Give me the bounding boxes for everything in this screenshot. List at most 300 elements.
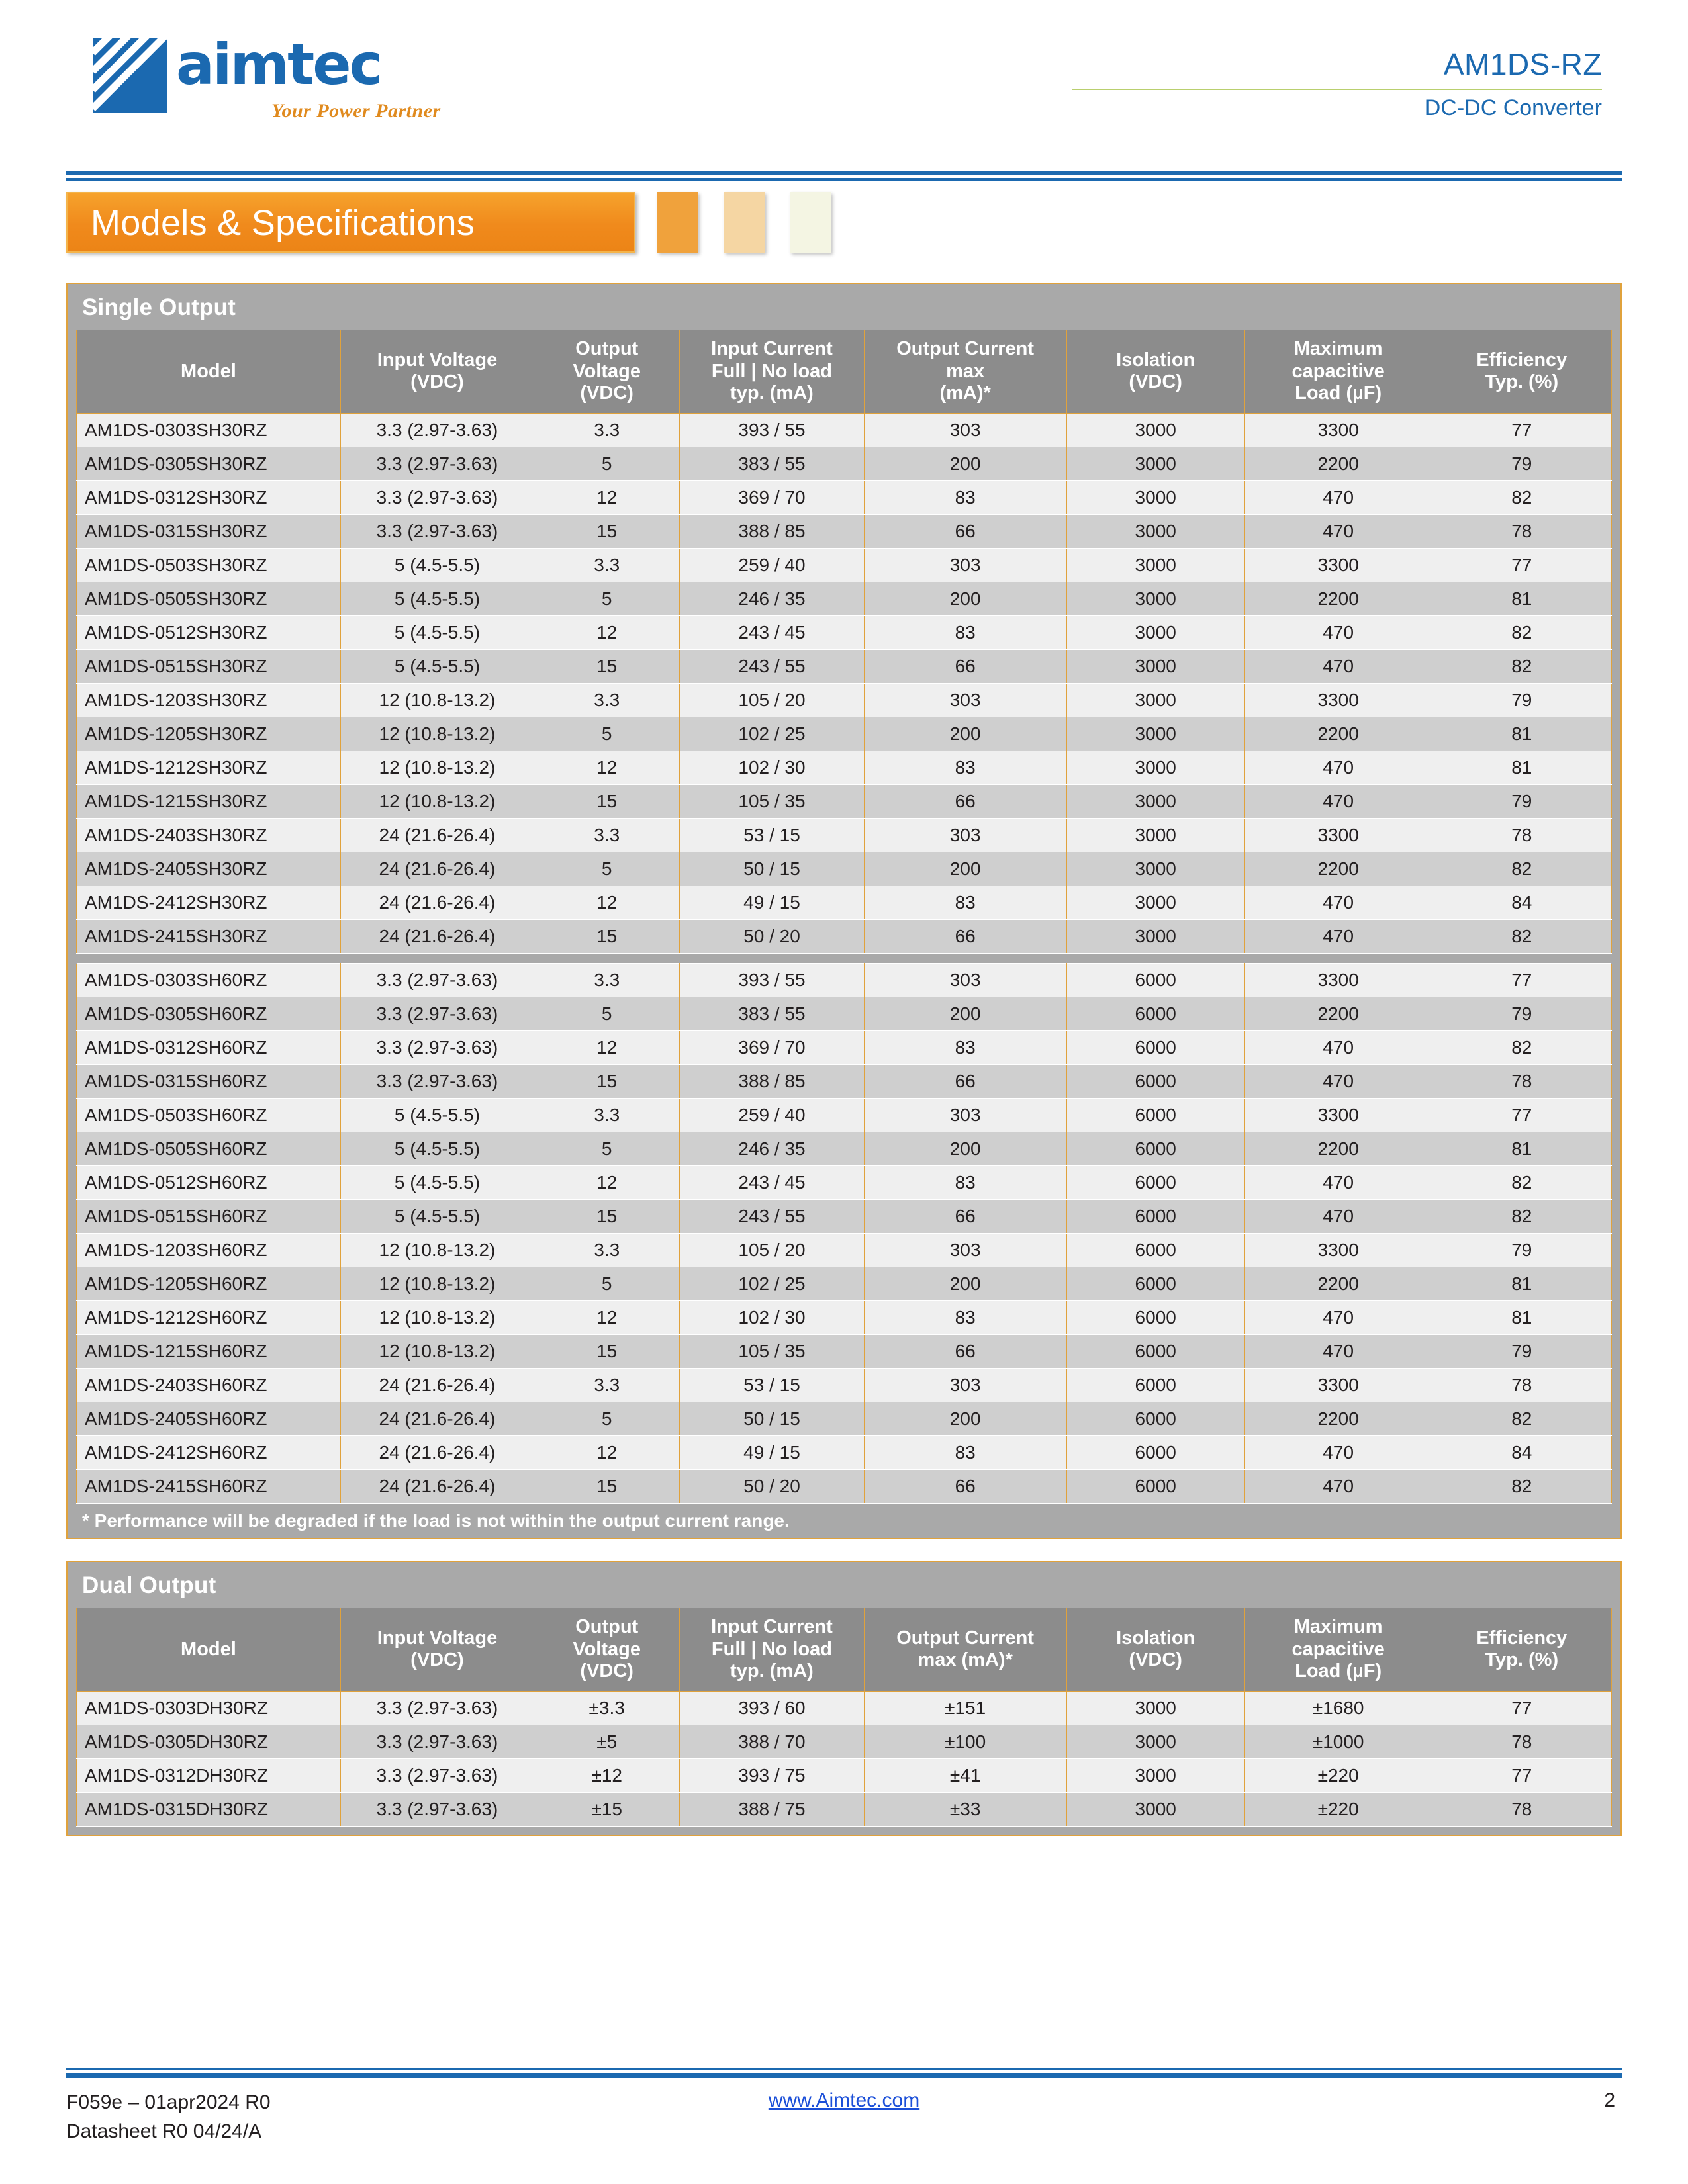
cell-value: 12 (10.8-13.2) xyxy=(340,784,534,818)
cell-model: AM1DS-2405SH30RZ xyxy=(77,852,341,886)
cell-value: 5 xyxy=(534,997,680,1030)
cell-value: 83 xyxy=(864,886,1066,919)
cell-value: ±220 xyxy=(1244,1758,1432,1792)
cell-value: 78 xyxy=(1432,1368,1611,1402)
table-row xyxy=(77,582,1612,615)
table-row xyxy=(77,1300,1612,1334)
cell-value: 470 xyxy=(1244,1199,1432,1233)
cell-value: 6000 xyxy=(1066,1165,1244,1199)
cell-value: 15 xyxy=(534,514,680,548)
cell-value: 6000 xyxy=(1066,1098,1244,1132)
cell-value: 388 / 75 xyxy=(680,1792,864,1826)
cell-value: 3000 xyxy=(1066,447,1244,480)
col-header-output-voltage: Output Voltage (VDC) xyxy=(534,330,680,414)
cell-value: 79 xyxy=(1432,1233,1611,1267)
cell-value: 15 xyxy=(534,1199,680,1233)
cell-value: 12 xyxy=(534,480,680,514)
cell-value: 50 / 20 xyxy=(680,1469,864,1503)
cell-value: 3.3 (2.97-3.63) xyxy=(340,1792,534,1826)
col-header-model: Model xyxy=(77,330,341,414)
dual-output-block xyxy=(66,1561,1622,1836)
cell-value: 5 (4.5-5.5) xyxy=(340,1098,534,1132)
cell-value: 66 xyxy=(864,919,1066,953)
cell-value: 246 / 35 xyxy=(680,582,864,615)
cell-model: AM1DS-2403SH30RZ xyxy=(77,818,341,852)
footer-code-line1: F059e – 01apr2024 R0 xyxy=(66,2091,271,2113)
cell-model: AM1DS-0303SH30RZ xyxy=(77,413,341,447)
single-output-table-body xyxy=(77,413,1612,1503)
table-row xyxy=(77,963,1612,997)
cell-value: 6000 xyxy=(1066,1132,1244,1165)
cell-value: 3.3 xyxy=(534,1233,680,1267)
cell-model: AM1DS-0305SH60RZ xyxy=(77,997,341,1030)
col-header-input-voltage: Input Voltage (VDC) xyxy=(340,330,534,414)
table-row xyxy=(77,818,1612,852)
cell-value: 6000 xyxy=(1066,1300,1244,1334)
cell-value: 3.3 xyxy=(534,413,680,447)
cell-value: 81 xyxy=(1432,582,1611,615)
cell-value: 3000 xyxy=(1066,615,1244,649)
table-row xyxy=(77,1030,1612,1064)
table-row xyxy=(77,1267,1612,1300)
cell-value: ±3.3 xyxy=(534,1691,680,1725)
cell-model: AM1DS-2415SH30RZ xyxy=(77,919,341,953)
cell-value: 369 / 70 xyxy=(680,480,864,514)
cell-value: 102 / 25 xyxy=(680,1267,864,1300)
cell-value: 66 xyxy=(864,514,1066,548)
cell-value: 5 xyxy=(534,447,680,480)
cell-value: 5 xyxy=(534,1132,680,1165)
cell-value: 15 xyxy=(534,1469,680,1503)
cell-value: 6000 xyxy=(1066,963,1244,997)
cell-value: 5 (4.5-5.5) xyxy=(340,582,534,615)
col-header-isolation: Isolation (VDC) xyxy=(1066,1608,1244,1691)
cell-value: 24 (21.6-26.4) xyxy=(340,1402,534,1435)
decorative-swatch-1 xyxy=(657,192,698,253)
cell-value: 12 (10.8-13.2) xyxy=(340,1334,534,1368)
cell-value: 200 xyxy=(864,1132,1066,1165)
cell-value: 2200 xyxy=(1244,852,1432,886)
cell-value: 470 xyxy=(1244,514,1432,548)
cell-value: 393 / 55 xyxy=(680,413,864,447)
cell-value: 77 xyxy=(1432,413,1611,447)
cell-value: 15 xyxy=(534,784,680,818)
cell-value: 105 / 20 xyxy=(680,1233,864,1267)
cell-value: 105 / 20 xyxy=(680,683,864,717)
cell-value: 3.3 xyxy=(534,1368,680,1402)
cell-value: 369 / 70 xyxy=(680,1030,864,1064)
cell-value: 5 xyxy=(534,582,680,615)
cell-value: 3000 xyxy=(1066,852,1244,886)
cell-value: 3000 xyxy=(1066,1725,1244,1758)
cell-value: ±33 xyxy=(864,1792,1066,1826)
logo-wordmark: aimtec xyxy=(176,32,381,98)
table-row xyxy=(77,1691,1612,1725)
cell-value: 3000 xyxy=(1066,649,1244,683)
cell-value: 82 xyxy=(1432,852,1611,886)
cell-model: AM1DS-1212SH60RZ xyxy=(77,1300,341,1334)
table-row xyxy=(77,784,1612,818)
cell-value: 12 xyxy=(534,886,680,919)
cell-value: 259 / 40 xyxy=(680,1098,864,1132)
cell-model: AM1DS-2412SH60RZ xyxy=(77,1435,341,1469)
cell-value: 81 xyxy=(1432,1132,1611,1165)
cell-value: 77 xyxy=(1432,1758,1611,1792)
cell-value: 6000 xyxy=(1066,997,1244,1030)
cell-value: ±151 xyxy=(864,1691,1066,1725)
cell-value: 79 xyxy=(1432,1334,1611,1368)
cell-value: 78 xyxy=(1432,818,1611,852)
cell-value: 388 / 85 xyxy=(680,514,864,548)
product-name: AM1DS-RZ xyxy=(1443,47,1602,81)
cell-value: 102 / 30 xyxy=(680,1300,864,1334)
table-row xyxy=(77,447,1612,480)
table-group-spacer xyxy=(77,953,1612,963)
cell-value: ±15 xyxy=(534,1792,680,1826)
cell-value: 5 (4.5-5.5) xyxy=(340,615,534,649)
cell-value: 12 (10.8-13.2) xyxy=(340,683,534,717)
cell-model: AM1DS-0312DH30RZ xyxy=(77,1758,341,1792)
cell-value: 82 xyxy=(1432,1402,1611,1435)
cell-value: 24 (21.6-26.4) xyxy=(340,1469,534,1503)
table-row xyxy=(77,1792,1612,1826)
cell-value: 6000 xyxy=(1066,1469,1244,1503)
cell-model: AM1DS-1205SH30RZ xyxy=(77,717,341,751)
cell-value: 393 / 60 xyxy=(680,1691,864,1725)
cell-value: 78 xyxy=(1432,1792,1611,1826)
table-header-row xyxy=(77,330,1612,414)
cell-value: 3.3 (2.97-3.63) xyxy=(340,413,534,447)
table-row xyxy=(77,649,1612,683)
cell-value: 3300 xyxy=(1244,548,1432,582)
cell-value: 393 / 55 xyxy=(680,963,864,997)
cell-model: AM1DS-0503SH60RZ xyxy=(77,1098,341,1132)
cell-model: AM1DS-0315DH30RZ xyxy=(77,1792,341,1826)
page-footer xyxy=(66,2088,1622,2148)
cell-value: 3000 xyxy=(1066,514,1244,548)
table-row xyxy=(77,997,1612,1030)
cell-value: 12 (10.8-13.2) xyxy=(340,751,534,784)
cell-value: 83 xyxy=(864,751,1066,784)
cell-value: 83 xyxy=(864,615,1066,649)
cell-value: 81 xyxy=(1432,1267,1611,1300)
cell-value: ±5 xyxy=(534,1725,680,1758)
cell-value: 393 / 75 xyxy=(680,1758,864,1792)
table-row xyxy=(77,1098,1612,1132)
cell-value: 2200 xyxy=(1244,447,1432,480)
cell-value: 3000 xyxy=(1066,886,1244,919)
dual-output-table-head xyxy=(77,1608,1612,1691)
table-row xyxy=(77,413,1612,447)
cell-value: 82 xyxy=(1432,480,1611,514)
cell-value: 105 / 35 xyxy=(680,1334,864,1368)
cell-model: AM1DS-2403SH60RZ xyxy=(77,1368,341,1402)
cell-value: 79 xyxy=(1432,683,1611,717)
cell-model: AM1DS-2412SH30RZ xyxy=(77,886,341,919)
cell-value: 66 xyxy=(864,784,1066,818)
cell-value: 78 xyxy=(1432,514,1611,548)
table-row xyxy=(77,1233,1612,1267)
cell-value: 66 xyxy=(864,1334,1066,1368)
cell-value: 470 xyxy=(1244,784,1432,818)
cell-value: 3000 xyxy=(1066,548,1244,582)
cell-value: 12 (10.8-13.2) xyxy=(340,1267,534,1300)
cell-value: 12 xyxy=(534,1300,680,1334)
section-title-banner xyxy=(66,192,635,253)
cell-value: 5 (4.5-5.5) xyxy=(340,649,534,683)
cell-value: 81 xyxy=(1432,751,1611,784)
cell-value: 49 / 15 xyxy=(680,886,864,919)
cell-value: 5 xyxy=(534,1267,680,1300)
page-header xyxy=(66,0,1622,156)
cell-value: 200 xyxy=(864,1402,1066,1435)
single-output-title: Single Output xyxy=(68,284,1620,330)
cell-value: 2200 xyxy=(1244,1402,1432,1435)
cell-value: ±100 xyxy=(864,1725,1066,1758)
cell-model: AM1DS-0503SH30RZ xyxy=(77,548,341,582)
table-row xyxy=(77,1402,1612,1435)
aimtec-logo xyxy=(93,32,463,141)
cell-value: 3000 xyxy=(1066,582,1244,615)
cell-value: 24 (21.6-26.4) xyxy=(340,818,534,852)
cell-value: 6000 xyxy=(1066,1199,1244,1233)
cell-value: 3.3 xyxy=(534,963,680,997)
cell-value: 12 xyxy=(534,1165,680,1199)
cell-value: 77 xyxy=(1432,548,1611,582)
cell-value: 3.3 xyxy=(534,818,680,852)
cell-value: 3000 xyxy=(1066,1691,1244,1725)
cell-model: AM1DS-0305SH30RZ xyxy=(77,447,341,480)
cell-value: 79 xyxy=(1432,997,1611,1030)
cell-value: 3000 xyxy=(1066,683,1244,717)
cell-value: 200 xyxy=(864,447,1066,480)
cell-value: 3.3 (2.97-3.63) xyxy=(340,963,534,997)
cell-value: 6000 xyxy=(1066,1267,1244,1300)
single-output-table xyxy=(76,330,1612,1504)
cell-value: 2200 xyxy=(1244,1267,1432,1300)
table-row xyxy=(77,1165,1612,1199)
cell-value: 303 xyxy=(864,1368,1066,1402)
table-header-row xyxy=(77,1608,1612,1691)
cell-value: 82 xyxy=(1432,1030,1611,1064)
cell-value: 50 / 15 xyxy=(680,852,864,886)
table-row xyxy=(77,548,1612,582)
cell-value: 78 xyxy=(1432,1725,1611,1758)
cell-value: 3.3 (2.97-3.63) xyxy=(340,1758,534,1792)
cell-value: 105 / 35 xyxy=(680,784,864,818)
cell-model: AM1DS-1212SH30RZ xyxy=(77,751,341,784)
cell-value: 6000 xyxy=(1066,1233,1244,1267)
col-header-input-current: Input Current Full | No load typ. (mA) xyxy=(680,1608,864,1691)
cell-value: 303 xyxy=(864,818,1066,852)
cell-model: AM1DS-0312SH30RZ xyxy=(77,480,341,514)
decorative-swatch-2 xyxy=(724,192,765,253)
footer-page-number: 2 xyxy=(1604,2089,1615,2111)
cell-value: 6000 xyxy=(1066,1064,1244,1098)
table-row xyxy=(77,480,1612,514)
cell-value: 12 xyxy=(534,615,680,649)
single-output-footnote: * Performance will be degraded if the load is not within the output current range. xyxy=(82,1510,790,1531)
cell-value: 79 xyxy=(1432,447,1611,480)
cell-value: 66 xyxy=(864,1199,1066,1233)
cell-value: 3.3 (2.97-3.63) xyxy=(340,514,534,548)
table-row xyxy=(77,852,1612,886)
cell-value: 470 xyxy=(1244,1469,1432,1503)
table-row xyxy=(77,1368,1612,1402)
decorative-swatch-3 xyxy=(790,192,831,253)
table-row xyxy=(77,1132,1612,1165)
cell-value: 82 xyxy=(1432,649,1611,683)
cell-value: 82 xyxy=(1432,615,1611,649)
col-header-capacitive-load: Maximum capacitive Load (µF) xyxy=(1244,1608,1432,1691)
cell-value: 243 / 45 xyxy=(680,1165,864,1199)
cell-value: 470 xyxy=(1244,1165,1432,1199)
cell-model: AM1DS-0505SH60RZ xyxy=(77,1132,341,1165)
cell-value: 3.3 (2.97-3.63) xyxy=(340,997,534,1030)
cell-value: 12 xyxy=(534,1435,680,1469)
cell-value: 6000 xyxy=(1066,1402,1244,1435)
cell-value: 5 xyxy=(534,717,680,751)
cell-value: 3300 xyxy=(1244,683,1432,717)
footer-rule-bars xyxy=(66,2068,1622,2078)
cell-value: 243 / 55 xyxy=(680,649,864,683)
table-row xyxy=(77,751,1612,784)
cell-value: 84 xyxy=(1432,1435,1611,1469)
footer-website-link[interactable]: www.Aimtec.com xyxy=(768,2089,920,2111)
table-row xyxy=(77,1199,1612,1233)
cell-value: 12 xyxy=(534,751,680,784)
cell-value: 82 xyxy=(1432,919,1611,953)
cell-value: 53 / 15 xyxy=(680,1368,864,1402)
cell-value: 78 xyxy=(1432,1064,1611,1098)
cell-value: 24 (21.6-26.4) xyxy=(340,1435,534,1469)
section-title-label: Models & Specifications xyxy=(91,203,475,243)
table-row xyxy=(77,717,1612,751)
cell-value: 303 xyxy=(864,963,1066,997)
cell-value: 66 xyxy=(864,649,1066,683)
cell-value: 15 xyxy=(534,1334,680,1368)
cell-value: 5 (4.5-5.5) xyxy=(340,548,534,582)
dual-output-table-body xyxy=(77,1691,1612,1826)
cell-value: 3.3 (2.97-3.63) xyxy=(340,1725,534,1758)
table-row xyxy=(77,886,1612,919)
cell-value: 83 xyxy=(864,1435,1066,1469)
table-row xyxy=(77,919,1612,953)
footer-code-line2: Datasheet R0 04/24/A xyxy=(66,2120,262,2142)
cell-model: AM1DS-0512SH60RZ xyxy=(77,1165,341,1199)
cell-value: 82 xyxy=(1432,1165,1611,1199)
cell-value: 200 xyxy=(864,997,1066,1030)
dual-output-table xyxy=(76,1608,1612,1827)
cell-value: 243 / 55 xyxy=(680,1199,864,1233)
cell-value: 15 xyxy=(534,1064,680,1098)
cell-value: 303 xyxy=(864,548,1066,582)
cell-model: AM1DS-0305DH30RZ xyxy=(77,1725,341,1758)
cell-value: 470 xyxy=(1244,751,1432,784)
cell-value: 83 xyxy=(864,480,1066,514)
cell-value: 66 xyxy=(864,1064,1066,1098)
cell-value: 50 / 15 xyxy=(680,1402,864,1435)
cell-value: 82 xyxy=(1432,1469,1611,1503)
cell-value: 2200 xyxy=(1244,717,1432,751)
cell-value: 3300 xyxy=(1244,1368,1432,1402)
footer-document-code xyxy=(66,2088,271,2146)
cell-value: 24 (21.6-26.4) xyxy=(340,852,534,886)
cell-value: 3300 xyxy=(1244,1098,1432,1132)
cell-value: 3.3 (2.97-3.63) xyxy=(340,1691,534,1725)
cell-value: 3000 xyxy=(1066,1758,1244,1792)
table-row xyxy=(77,1758,1612,1792)
cell-value: 82 xyxy=(1432,1199,1611,1233)
table-row xyxy=(77,1334,1612,1368)
cell-value: 259 / 40 xyxy=(680,548,864,582)
cell-model: AM1DS-0315SH60RZ xyxy=(77,1064,341,1098)
cell-value: 3000 xyxy=(1066,818,1244,852)
cell-value: 303 xyxy=(864,1098,1066,1132)
cell-value: 3.3 (2.97-3.63) xyxy=(340,447,534,480)
logo-mark-icon xyxy=(93,38,167,113)
cell-value: 6000 xyxy=(1066,1435,1244,1469)
cell-value: 303 xyxy=(864,413,1066,447)
cell-value: 470 xyxy=(1244,1030,1432,1064)
cell-model: AM1DS-0303DH30RZ xyxy=(77,1691,341,1725)
cell-value: 303 xyxy=(864,1233,1066,1267)
cell-value: 470 xyxy=(1244,649,1432,683)
table-row xyxy=(77,1725,1612,1758)
table-row xyxy=(77,615,1612,649)
cell-value: 383 / 55 xyxy=(680,447,864,480)
cell-value: 200 xyxy=(864,582,1066,615)
cell-value: 77 xyxy=(1432,963,1611,997)
cell-model: AM1DS-0512SH30RZ xyxy=(77,615,341,649)
cell-value: 6000 xyxy=(1066,1368,1244,1402)
cell-value: 102 / 25 xyxy=(680,717,864,751)
cell-value: 470 xyxy=(1244,480,1432,514)
product-header xyxy=(1072,46,1602,121)
col-header-efficiency: Efficiency Typ. (%) xyxy=(1432,1608,1611,1691)
col-header-model: Model xyxy=(77,1608,341,1691)
cell-value: 388 / 85 xyxy=(680,1064,864,1098)
cell-value: 5 (4.5-5.5) xyxy=(340,1165,534,1199)
cell-model: AM1DS-2405SH60RZ xyxy=(77,1402,341,1435)
cell-value: 470 xyxy=(1244,886,1432,919)
cell-value: 2200 xyxy=(1244,997,1432,1030)
cell-value: 200 xyxy=(864,852,1066,886)
cell-value: 81 xyxy=(1432,1300,1611,1334)
cell-value: 15 xyxy=(534,919,680,953)
cell-value: 383 / 55 xyxy=(680,997,864,1030)
cell-model: AM1DS-1215SH30RZ xyxy=(77,784,341,818)
cell-value: 388 / 70 xyxy=(680,1725,864,1758)
col-header-output-voltage: Output Voltage (VDC) xyxy=(534,1608,680,1691)
header-divider xyxy=(1072,89,1602,90)
cell-value: 470 xyxy=(1244,1064,1432,1098)
cell-value: 470 xyxy=(1244,615,1432,649)
cell-model: AM1DS-0315SH30RZ xyxy=(77,514,341,548)
cell-value: 15 xyxy=(534,649,680,683)
cell-value: 3000 xyxy=(1066,413,1244,447)
cell-value: 470 xyxy=(1244,919,1432,953)
cell-value: 470 xyxy=(1244,1334,1432,1368)
cell-model: AM1DS-0312SH60RZ xyxy=(77,1030,341,1064)
cell-value: 5 xyxy=(534,1402,680,1435)
cell-value: 83 xyxy=(864,1165,1066,1199)
col-header-efficiency: Efficiency Typ. (%) xyxy=(1432,330,1611,414)
product-subtitle: DC-DC Converter xyxy=(1424,95,1602,120)
cell-value: 200 xyxy=(864,1267,1066,1300)
cell-value: 81 xyxy=(1432,717,1611,751)
cell-value: ±1680 xyxy=(1244,1691,1432,1725)
